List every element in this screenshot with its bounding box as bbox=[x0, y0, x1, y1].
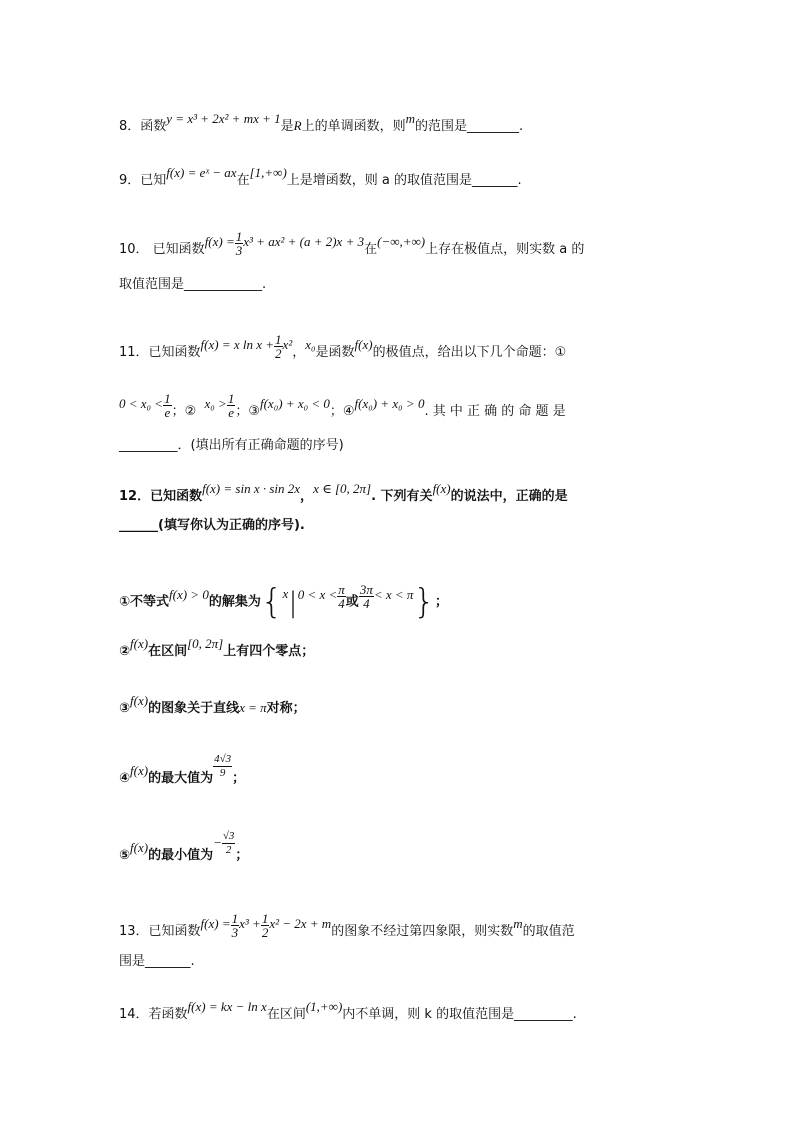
q11-frac-den: 2 bbox=[275, 346, 282, 361]
q12-domain: x ∈ [0, 2π] bbox=[313, 481, 372, 496]
q9-number: 9．已知 bbox=[119, 173, 167, 188]
q12-text2: . 下列有关 bbox=[371, 489, 433, 504]
q11-text2: 是函数 bbox=[315, 345, 355, 360]
q12-o3-pre: ③ bbox=[119, 701, 131, 716]
q10-f-lhs: f(x) = bbox=[204, 234, 235, 249]
q13-f-lhs: f(x) = bbox=[200, 916, 231, 931]
q12-number: 12．已知函数 bbox=[119, 489, 203, 504]
q13-text2: 的取值范 bbox=[522, 924, 575, 939]
q12-option-5 bbox=[119, 830, 679, 869]
q14-formula: f(x) = kx − ln x bbox=[187, 999, 267, 1014]
q12-o1-set-a: 0 < x < bbox=[297, 586, 338, 602]
q12-option-1 bbox=[119, 582, 679, 622]
q12-o2-interval: [0, 2π] bbox=[187, 636, 224, 651]
q12-text: ， bbox=[300, 489, 314, 504]
q8-r: R bbox=[293, 118, 302, 133]
q12-o2-pre: ② bbox=[119, 644, 131, 659]
q10-number: 10． 已知函数 bbox=[119, 242, 205, 257]
q13-mid: x³ + bbox=[239, 916, 261, 931]
q12-o1-mid: 的解集为 bbox=[208, 594, 261, 610]
q12-o4-frac bbox=[213, 753, 232, 780]
q12-o2-t1: 在区间 bbox=[148, 644, 188, 659]
question-10 bbox=[119, 229, 679, 263]
q11-text3: 的极值点，给出以下几个命题：① bbox=[372, 345, 567, 360]
question-11 bbox=[119, 332, 679, 366]
q11-text6: ；④ bbox=[329, 404, 355, 419]
q12-o1-bar: | bbox=[288, 585, 298, 619]
q14-number: 14．若函数 bbox=[119, 1007, 188, 1022]
q9-formula: f(x) = eˣ − ax bbox=[166, 165, 237, 180]
q10-text2: 上存在极值点，则实数 a 的 bbox=[425, 242, 585, 257]
q11-f-rhs: x² bbox=[282, 337, 293, 352]
question-12-line2 bbox=[119, 514, 679, 533]
q11-c2-den: e bbox=[228, 405, 234, 420]
q11-text7: . 其 中 正 确 的 命 题 是 bbox=[424, 404, 566, 419]
q12-o4-t1: 的最大值为 bbox=[148, 771, 214, 786]
q9-text: 在 bbox=[236, 173, 250, 188]
q12-o1-set-x: x bbox=[282, 585, 289, 601]
q10-frac-num: 1 bbox=[235, 229, 243, 244]
q11-c1-lhs: 0 < x₀ < bbox=[119, 396, 164, 411]
q10-f-rhs: x³ + ax² + (a + 2)x + 3 bbox=[243, 234, 365, 249]
q13-a-num: 1 bbox=[231, 911, 239, 926]
q14-text2: 内不单调，则 k 的取值范围是_________. bbox=[342, 1007, 577, 1022]
q11-c3: f(x₀) + x₀ < 0 bbox=[259, 396, 330, 411]
q12-o1-b-num: 3π bbox=[359, 581, 373, 597]
q11-text4: ；② bbox=[171, 404, 197, 419]
q11-c2-frac bbox=[227, 392, 236, 419]
q12-o2-t2: 上有四个零点； bbox=[223, 644, 315, 659]
question-12 bbox=[119, 481, 679, 504]
q9-text2: 上是增函数，则 a 的取值范围是_______. bbox=[286, 173, 522, 188]
q12-o1-or: 或 bbox=[345, 594, 359, 610]
q10-line2: 取值范围是____________. bbox=[119, 277, 267, 292]
q12-option-4 bbox=[119, 753, 679, 792]
question-8 bbox=[119, 111, 679, 134]
q8-text: 是 bbox=[280, 119, 294, 134]
q11-c1-frac bbox=[163, 392, 172, 419]
question-11-line2 bbox=[119, 391, 679, 425]
q12-o5-num: √3 bbox=[222, 830, 235, 842]
q11-text: ， bbox=[292, 345, 306, 360]
q13-a-den: 3 bbox=[231, 925, 239, 940]
q12-o1-frac-b bbox=[359, 583, 374, 610]
q12-o1-b-den: 4 bbox=[363, 595, 370, 611]
q12-fx: f(x) bbox=[432, 481, 451, 496]
q12-formula: f(x) = sin x · sin 2x bbox=[202, 481, 301, 496]
q14-text: 在区间 bbox=[266, 1007, 306, 1022]
q11-number: 11．已知函数 bbox=[119, 345, 201, 360]
question-13 bbox=[119, 911, 679, 945]
q12-o4-num: 4√3 bbox=[214, 753, 232, 765]
q12-o1-end: ； bbox=[435, 594, 449, 610]
q10-fraction bbox=[235, 230, 244, 257]
q12-o4-den: 9 bbox=[219, 767, 226, 779]
q12-o1-set-b: < x < π bbox=[373, 586, 414, 602]
q13-b-den: 2 bbox=[261, 925, 269, 940]
q12-o3-t2: 对称； bbox=[266, 701, 306, 716]
q12-line2: ______(填写你认为正确的序号). bbox=[119, 518, 305, 533]
q12-o3-line: x = π bbox=[239, 700, 267, 715]
q12-o4-pre: ④ bbox=[119, 771, 131, 786]
q12-option-3 bbox=[119, 693, 679, 716]
question-14 bbox=[119, 999, 679, 1022]
q12-o1-pre: ①不等式 bbox=[119, 594, 170, 610]
q8-text2: 上的单调函数，则 bbox=[301, 119, 406, 134]
q11-x0: x₀ bbox=[305, 337, 316, 352]
q8-m: m bbox=[405, 111, 416, 126]
q11-line3: _________．(填出所有正确命题的序号) bbox=[119, 438, 344, 453]
q12-o3-fx: f(x) bbox=[130, 693, 149, 708]
q11-fraction bbox=[274, 333, 283, 360]
q12-o5-fx: f(x) bbox=[130, 840, 149, 855]
q13-f-rhs: x² − 2x + m bbox=[269, 916, 332, 931]
q11-c4: f(x₀) + x₀ > 0 bbox=[354, 396, 425, 411]
q11-c1-num: 1 bbox=[164, 391, 171, 406]
q10-frac-den: 3 bbox=[235, 243, 243, 258]
q10-interval: (−∞,+∞) bbox=[377, 234, 426, 249]
q8-number: 8．函数 bbox=[119, 119, 167, 134]
q11-f-lhs: f(x) = x ln x + bbox=[200, 337, 275, 352]
q12-o3-t1: 的图象关于直线 bbox=[148, 701, 240, 716]
q11-text5: ；③ bbox=[235, 404, 260, 419]
q13-text: 的图象不经过第四象限，则实数 bbox=[331, 924, 514, 939]
q11-c2-num: 1 bbox=[227, 391, 235, 406]
q12-o5-minus: − bbox=[213, 835, 222, 850]
q13-number: 13．已知函数 bbox=[119, 924, 201, 939]
q12-o1-a-den: 4 bbox=[338, 595, 345, 611]
question-9 bbox=[119, 165, 679, 188]
q13-b-num: 1 bbox=[261, 911, 269, 926]
q8-text3: 的范围是________. bbox=[415, 119, 524, 134]
q12-o1-brace-right: } bbox=[413, 582, 436, 622]
question-13-line2 bbox=[119, 950, 679, 969]
q13-line2: 围是_______. bbox=[119, 954, 195, 969]
q9-interval: [1,+∞) bbox=[249, 165, 287, 180]
q12-option-2 bbox=[119, 636, 679, 659]
q13-m: m bbox=[513, 916, 523, 931]
q10-text: 在 bbox=[364, 242, 378, 257]
question-10-line2 bbox=[119, 273, 679, 292]
q11-c2-lhs: x₀ > bbox=[204, 396, 227, 411]
q12-o5-pre: ⑤ bbox=[119, 848, 131, 863]
q11-frac-num: 1 bbox=[275, 332, 282, 347]
q13-frac-a bbox=[231, 912, 240, 939]
q12-o1-frac-a bbox=[337, 583, 346, 610]
q12-o4-fx: f(x) bbox=[130, 763, 149, 778]
q12-o2-fx: f(x) bbox=[130, 636, 149, 651]
q12-o5-frac bbox=[222, 830, 236, 857]
q11-fx: f(x) bbox=[354, 337, 373, 352]
q11-c1-den: e bbox=[164, 405, 171, 420]
q12-o4-end: ； bbox=[232, 771, 246, 786]
q14-interval: (1,+∞) bbox=[305, 999, 343, 1014]
q8-formula: y = x³ + 2x² + mx + 1 bbox=[166, 111, 281, 126]
question-11-line3 bbox=[119, 434, 679, 453]
q12-o1-a-num: π bbox=[338, 581, 345, 597]
q12-o1-brace-left: { bbox=[260, 582, 283, 622]
q12-o1-ineq: f(x) > 0 bbox=[169, 586, 209, 602]
q12-o5-den: 2 bbox=[225, 844, 232, 856]
q12-o5-end: ； bbox=[235, 848, 249, 863]
q12-text3: 的说法中，正确的是 bbox=[450, 489, 568, 504]
q12-o5-t1: 的最小值为 bbox=[148, 848, 214, 863]
